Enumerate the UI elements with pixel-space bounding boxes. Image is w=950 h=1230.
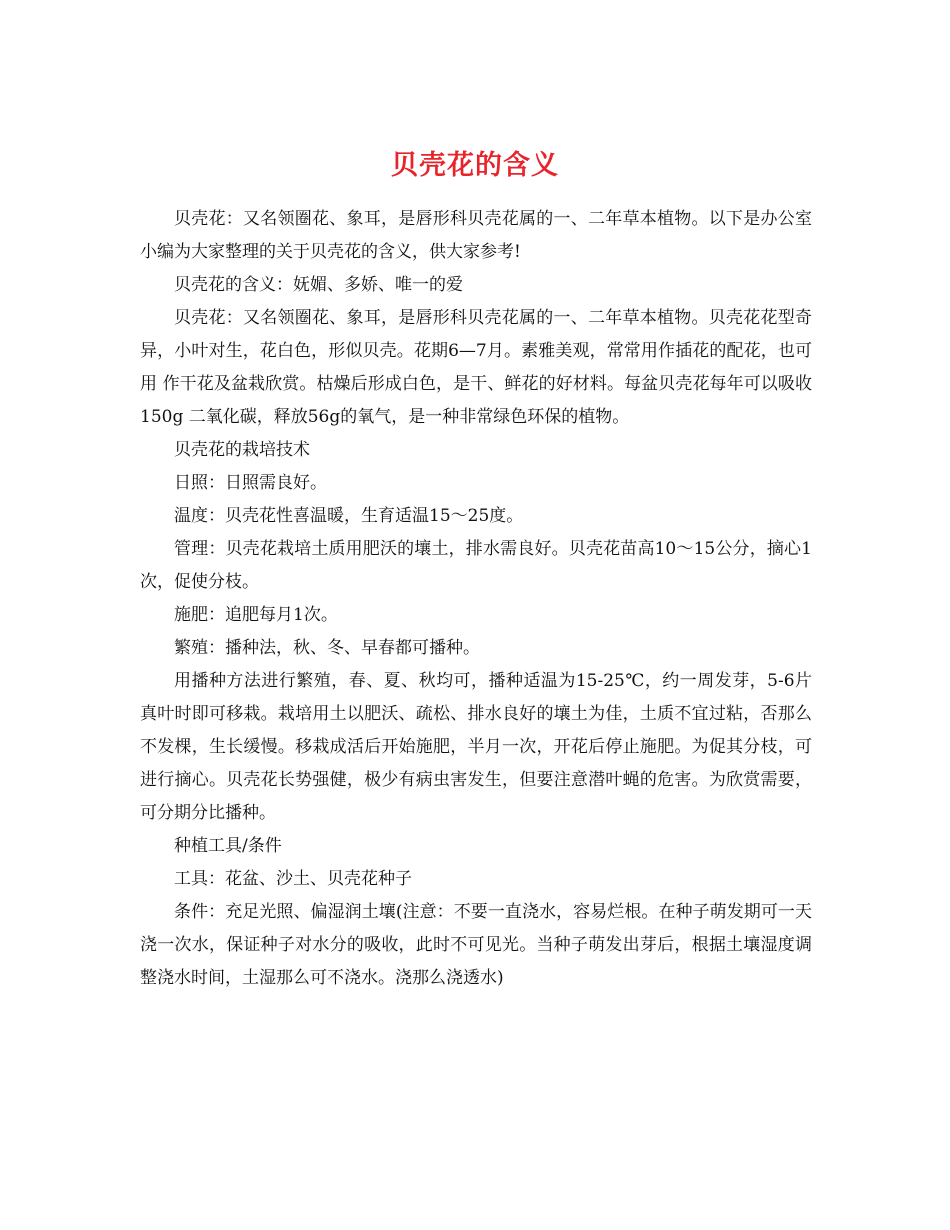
paragraph-propagation: 繁殖：播种法，秋、冬、早春都可播种。 <box>174 638 480 658</box>
paragraph-tools: 工具：花盆、沙土、贝壳花种子 <box>174 869 412 889</box>
paragraph-tools-heading: 种植工具/条件 <box>174 836 282 856</box>
paragraph-intro: 贝壳花：又名领圈花、象耳，是唇形科贝壳花属的一、二年草本植物。以下是办公室小编为大家整理的关于贝壳花的含义，供大家参考! <box>140 209 812 262</box>
paragraph-sowing-method: 用播种方法进行繁殖，春、夏、秋均可，播种适温为15-25℃，约一周发芽，5-6片真叶时即可移栽。栽培用土以肥沃、疏松、排水良好的壤土为佳，土质不宜过粘，否那么不发棵，生长缓慢。移栽成活后开始施肥，半月一次，开花后停止施肥。为促其分枝，可进行摘心。贝壳花长势强健，极少有病虫害发生，但要注意潜叶蝇的危害。为欣赏需要，可分期分比播种。 <box>140 671 812 823</box>
paragraph-sunlight: 日照：日照需良好。 <box>174 473 327 493</box>
paragraph-temperature: 温度：贝壳花性喜温暖，生育适温15～25度。 <box>174 506 524 526</box>
page-title: 贝壳花的含义 <box>391 150 559 182</box>
paragraph-cultivation-heading: 贝壳花的栽培技术 <box>174 440 310 460</box>
paragraph-meaning: 贝壳花的含义：妩媚、多娇、唯一的爱 <box>174 275 463 295</box>
paragraph-management: 管理：贝壳花栽培土质用肥沃的壤土，排水需良好。贝壳花苗高10～15公分，摘心1次，促使分枝。 <box>140 539 812 592</box>
paragraph-conditions: 条件：充足光照、偏湿润土壤(注意：不要一直浇水，容易烂根。在种子萌发期可一天浇一次水，保证种子对水分的吸收，此时不可见光。当种子萌发出芽后，根据土壤湿度调整浇水时间，土湿那么可不浇水。浇那么浇透水) <box>140 902 812 988</box>
paragraph-fertilizing: 施肥：追肥每月1次。 <box>174 605 338 625</box>
document-body <box>140 203 812 995</box>
paragraph-description: 贝壳花：又名领圈花、象耳，是唇形科贝壳花属的一、二年草本植物。贝壳花花型奇异，小叶对生，花白色，形似贝壳。花期6—7月。素雅美观，常常用作插花的配花，也可用 作干花及盆栽欣赏。枯燥后形成白色，是干、鲜花的好材料。每盆贝壳花每年可以吸收150g 二氧化碳，释放56g的氧气，是一种非常绿色环保的植物。 <box>140 308 812 427</box>
